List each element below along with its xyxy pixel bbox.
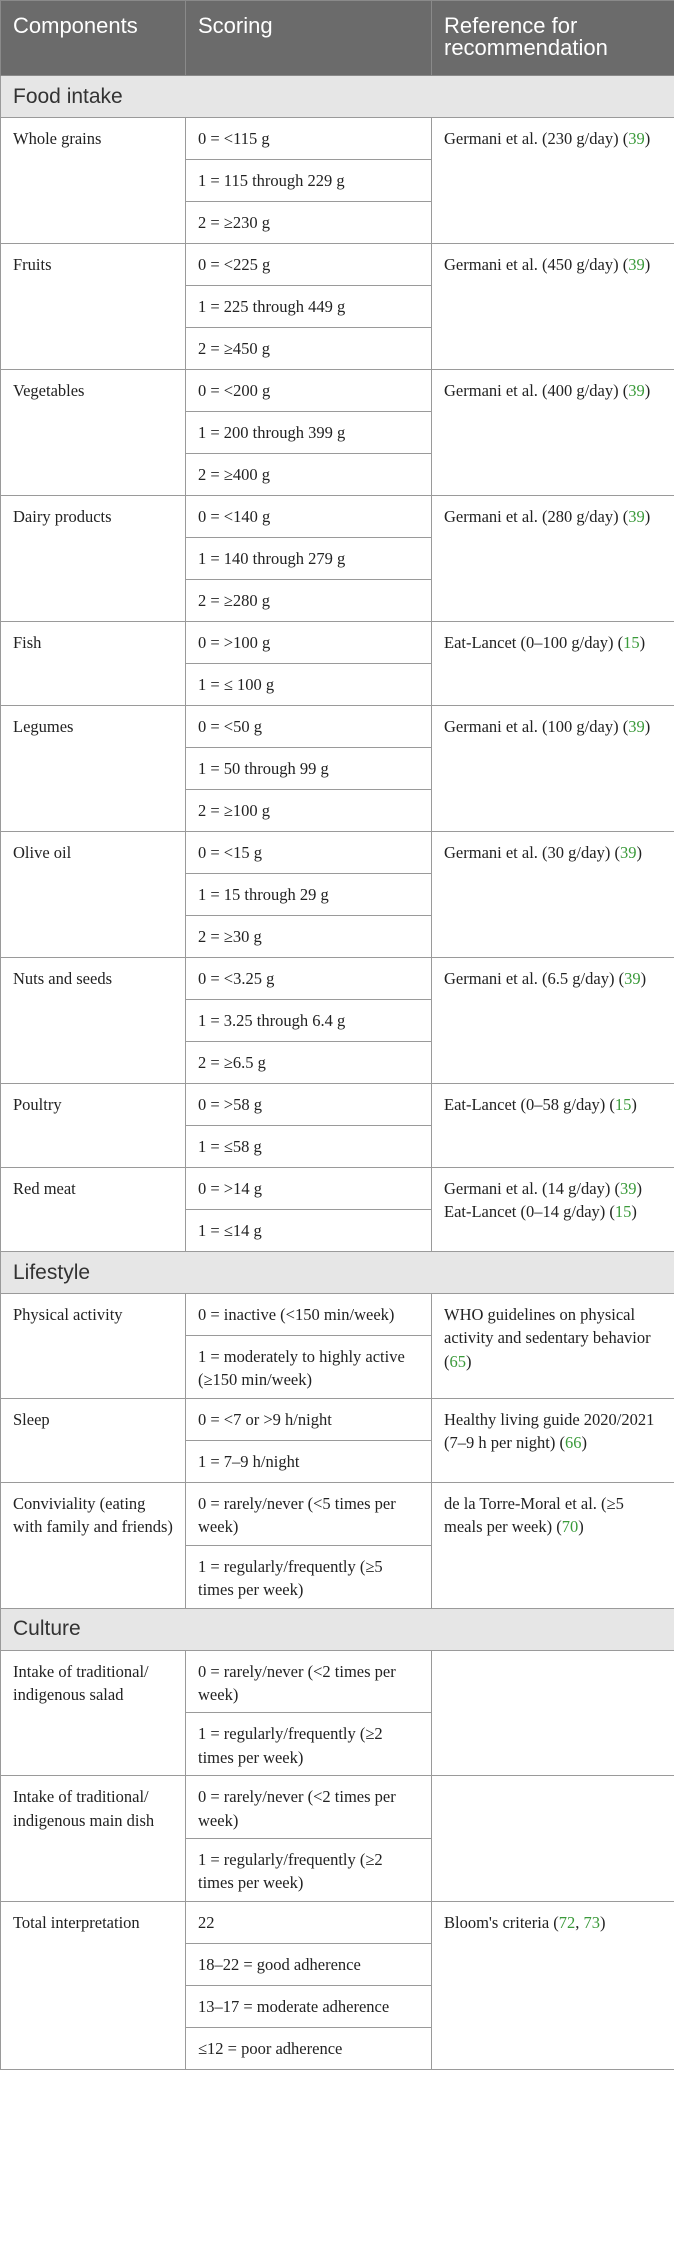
score-cell: 1 = 7–9 h/night [186,1440,432,1482]
component-nuts-and-seeds: Nuts and seeds [1,958,186,1084]
score-cell: 0 = <7 or >9 h/night [186,1398,432,1440]
table-row [1,244,674,286]
score-cell: 2 = ≥100 g [186,790,432,832]
score-cell: 1 = 115 through 229 g [186,160,432,202]
citation-link[interactable]: 39 [628,129,645,148]
table-row [1,1650,674,1713]
score-cell: 0 = rarely/never (<5 times per week) [186,1482,432,1545]
score-cell: 0 = <3.25 g [186,958,432,1000]
reference-cell [432,1398,674,1482]
reference-text: Bloom's criteria ( [444,1912,559,1932]
score-cell: 18–22 = good adherence [186,1943,432,1985]
reference-cell [432,1776,674,1902]
reference-text: Healthy living guide 2020/2021 (7–9 h per night) ( [444,1409,655,1453]
reference-text: ) [636,843,642,862]
table-row [1,1084,674,1126]
score-cell: ≤12 = poor adherence [186,2027,432,2069]
reference-text: Germani et al. (14 g/day) ( [444,1179,620,1198]
score-cell: 1 = ≤ 100 g [186,664,432,706]
section-title-culture: Culture [1,1608,674,1650]
header-reference: Reference for recommendation [432,1,674,76]
score-cell: 1 = 15 through 29 g [186,874,432,916]
citation-link[interactable]: 39 [624,969,641,988]
reference-cell [432,958,674,1084]
citation-link[interactable]: 39 [628,507,645,526]
component-total-interpretation: Total interpretation [1,1901,186,2069]
reference-cell [432,1650,674,1776]
score-cell: 1 = 225 through 449 g [186,286,432,328]
table-row [1,1398,674,1440]
reference-text: WHO guidelines on physical activity and sedentary behavior ( [444,1305,651,1371]
citation-link[interactable]: 70 [561,1517,579,1537]
header-components: Components [1,1,186,76]
component-red-meat: Red meat [1,1168,186,1252]
section-title-lifestyle: Lifestyle [1,1252,674,1294]
reference-text: Germani et al. (30 g/day) ( [444,843,620,862]
component-intake-of-traditional-indigenous-salad: Intake of traditional/ indigenous salad [1,1650,186,1776]
citation-link[interactable]: 73 [583,1912,601,1932]
reference-text: Germani et al. (6.5 g/day) ( [444,969,625,988]
table-row [1,706,674,748]
table-row [1,1776,674,1839]
reference-text: , [575,1912,584,1932]
table-row [1,958,674,1000]
score-cell: 1 = 200 through 399 g [186,412,432,454]
score-cell: 2 = ≥6.5 g [186,1042,432,1084]
citation-link[interactable]: 39 [628,717,645,736]
table-body [1,76,674,2070]
table-row [1,1168,674,1210]
citation-link[interactable]: 15 [614,1202,632,1222]
reference-text: ) [644,255,651,274]
reference-text: ) [644,717,651,736]
table-row [1,118,674,160]
component-dairy-products: Dairy products [1,496,186,622]
score-cell: 2 = ≥400 g [186,454,432,496]
component-fish: Fish [1,622,186,706]
score-cell: 1 = regularly/frequently (≥2 times per week) [186,1839,432,1902]
reference-text: ) [631,1095,637,1114]
reference-text: ) [466,1351,472,1371]
score-cell: 1 = 50 through 99 g [186,748,432,790]
reference-cell [432,1294,674,1399]
table-row [1,832,674,874]
component-intake-of-traditional-indigenous-main-dish: Intake of traditional/ indigenous main dish [1,1776,186,1902]
reference-text: Germani et al. (230 g/day) ( [444,129,629,148]
reference-cell [432,496,674,622]
score-cell: 2 = ≥450 g [186,328,432,370]
table-row [1,622,674,664]
score-cell: 0 = <140 g [186,496,432,538]
reference-text: Germani et al. (100 g/day) ( [444,717,629,736]
section-row [1,76,674,118]
reference-cell [432,832,674,958]
section-title-food-intake: Food intake [1,76,674,118]
reference-cell [432,244,674,370]
reference-text: Germani et al. (400 g/day) ( [444,381,629,400]
reference-cell [432,1901,674,2069]
reference-text: ) [640,969,647,988]
reference-cell [432,622,674,706]
reference-text: Germani et al. (450 g/day) ( [444,255,629,274]
reference-text: Eat-Lancet (0–100 g/day) ( [444,633,624,652]
reference-text: Germani et al. (280 g/day) ( [444,507,629,526]
reference-text: Eat-Lancet (0–58 g/day) ( [444,1095,615,1114]
header-row [1,1,674,76]
score-cell: 1 = regularly/frequently (≥5 times per week) [186,1545,432,1608]
reference-text: ) [644,381,651,400]
score-cell: 1 = regularly/frequently (≥2 times per week) [186,1713,432,1776]
reference-text: de la Torre-Moral et al. (≥5 meals per week) ( [444,1493,624,1537]
reference-cell [432,370,674,496]
score-cell: 2 = ≥280 g [186,580,432,622]
section-row [1,1252,674,1294]
header-scoring: Scoring [186,1,432,76]
reference-text: ) [631,1202,637,1222]
score-cell: 1 = 3.25 through 6.4 g [186,1000,432,1042]
reference-cell [432,1482,674,1608]
score-cell: 2 = ≥230 g [186,202,432,244]
reference-text: ) [644,129,651,148]
reference-text: ) [581,1433,587,1453]
component-whole-grains: Whole grains [1,118,186,244]
score-cell: 0 = <225 g [186,244,432,286]
citation-link[interactable]: 72 [558,1912,576,1932]
score-cell: 1 = ≤58 g [186,1126,432,1168]
score-cell: 22 [186,1901,432,1943]
component-vegetables: Vegetables [1,370,186,496]
score-cell: 0 = <50 g [186,706,432,748]
reference-text: ) [578,1517,584,1537]
score-cell: 1 = ≤14 g [186,1210,432,1252]
component-legumes: Legumes [1,706,186,832]
table-row [1,1482,674,1545]
score-cell: 0 = <200 g [186,370,432,412]
citation-link[interactable]: 39 [619,1179,637,1198]
reference-text: ) [644,507,651,526]
component-physical-activity: Physical activity [1,1294,186,1399]
score-cell: 0 = rarely/never (<2 times per week) [186,1650,432,1713]
component-sleep: Sleep [1,1398,186,1482]
table-row [1,1901,674,1943]
component-conviviality-eating-with-family-and-friends: Conviviality (eating with family and friends) [1,1482,186,1608]
reference-text: ) [639,633,646,652]
citation-link[interactable]: 39 [628,381,645,400]
score-cell: 1 = moderately to highly active (≥150 min/week) [186,1336,432,1399]
citation-link[interactable]: 15 [623,633,640,652]
score-cell: 1 = 140 through 279 g [186,538,432,580]
reference-text: ) [600,1912,606,1932]
component-poultry: Poultry [1,1084,186,1168]
table-row [1,496,674,538]
component-fruits: Fruits [1,244,186,370]
citation-link[interactable]: 65 [449,1351,466,1371]
citation-link[interactable]: 66 [564,1433,582,1453]
table-row [1,370,674,412]
reference-cell [432,118,674,244]
citation-link[interactable]: 39 [619,843,637,862]
section-row [1,1608,674,1650]
reference-cell [432,1084,674,1168]
score-cell: 0 = rarely/never (<2 times per week) [186,1776,432,1839]
citation-link[interactable]: 39 [628,255,645,274]
score-cell: 0 = inactive (<150 min/week) [186,1294,432,1336]
citation-link[interactable]: 15 [614,1095,632,1114]
score-cell: 0 = >100 g [186,622,432,664]
score-cell: 0 = >58 g [186,1084,432,1126]
score-cell: 0 = <15 g [186,832,432,874]
component-olive-oil: Olive oil [1,832,186,958]
score-cell: 0 = >14 g [186,1168,432,1210]
score-cell: 0 = <115 g [186,118,432,160]
score-cell: 2 = ≥30 g [186,916,432,958]
score-cell: 13–17 = moderate adherence [186,1985,432,2027]
reference-cell [432,1168,674,1252]
table-row [1,1294,674,1336]
reference-cell [432,706,674,832]
reference-text: ) Eat-Lancet (0–14 g/day) ( [444,1179,642,1222]
